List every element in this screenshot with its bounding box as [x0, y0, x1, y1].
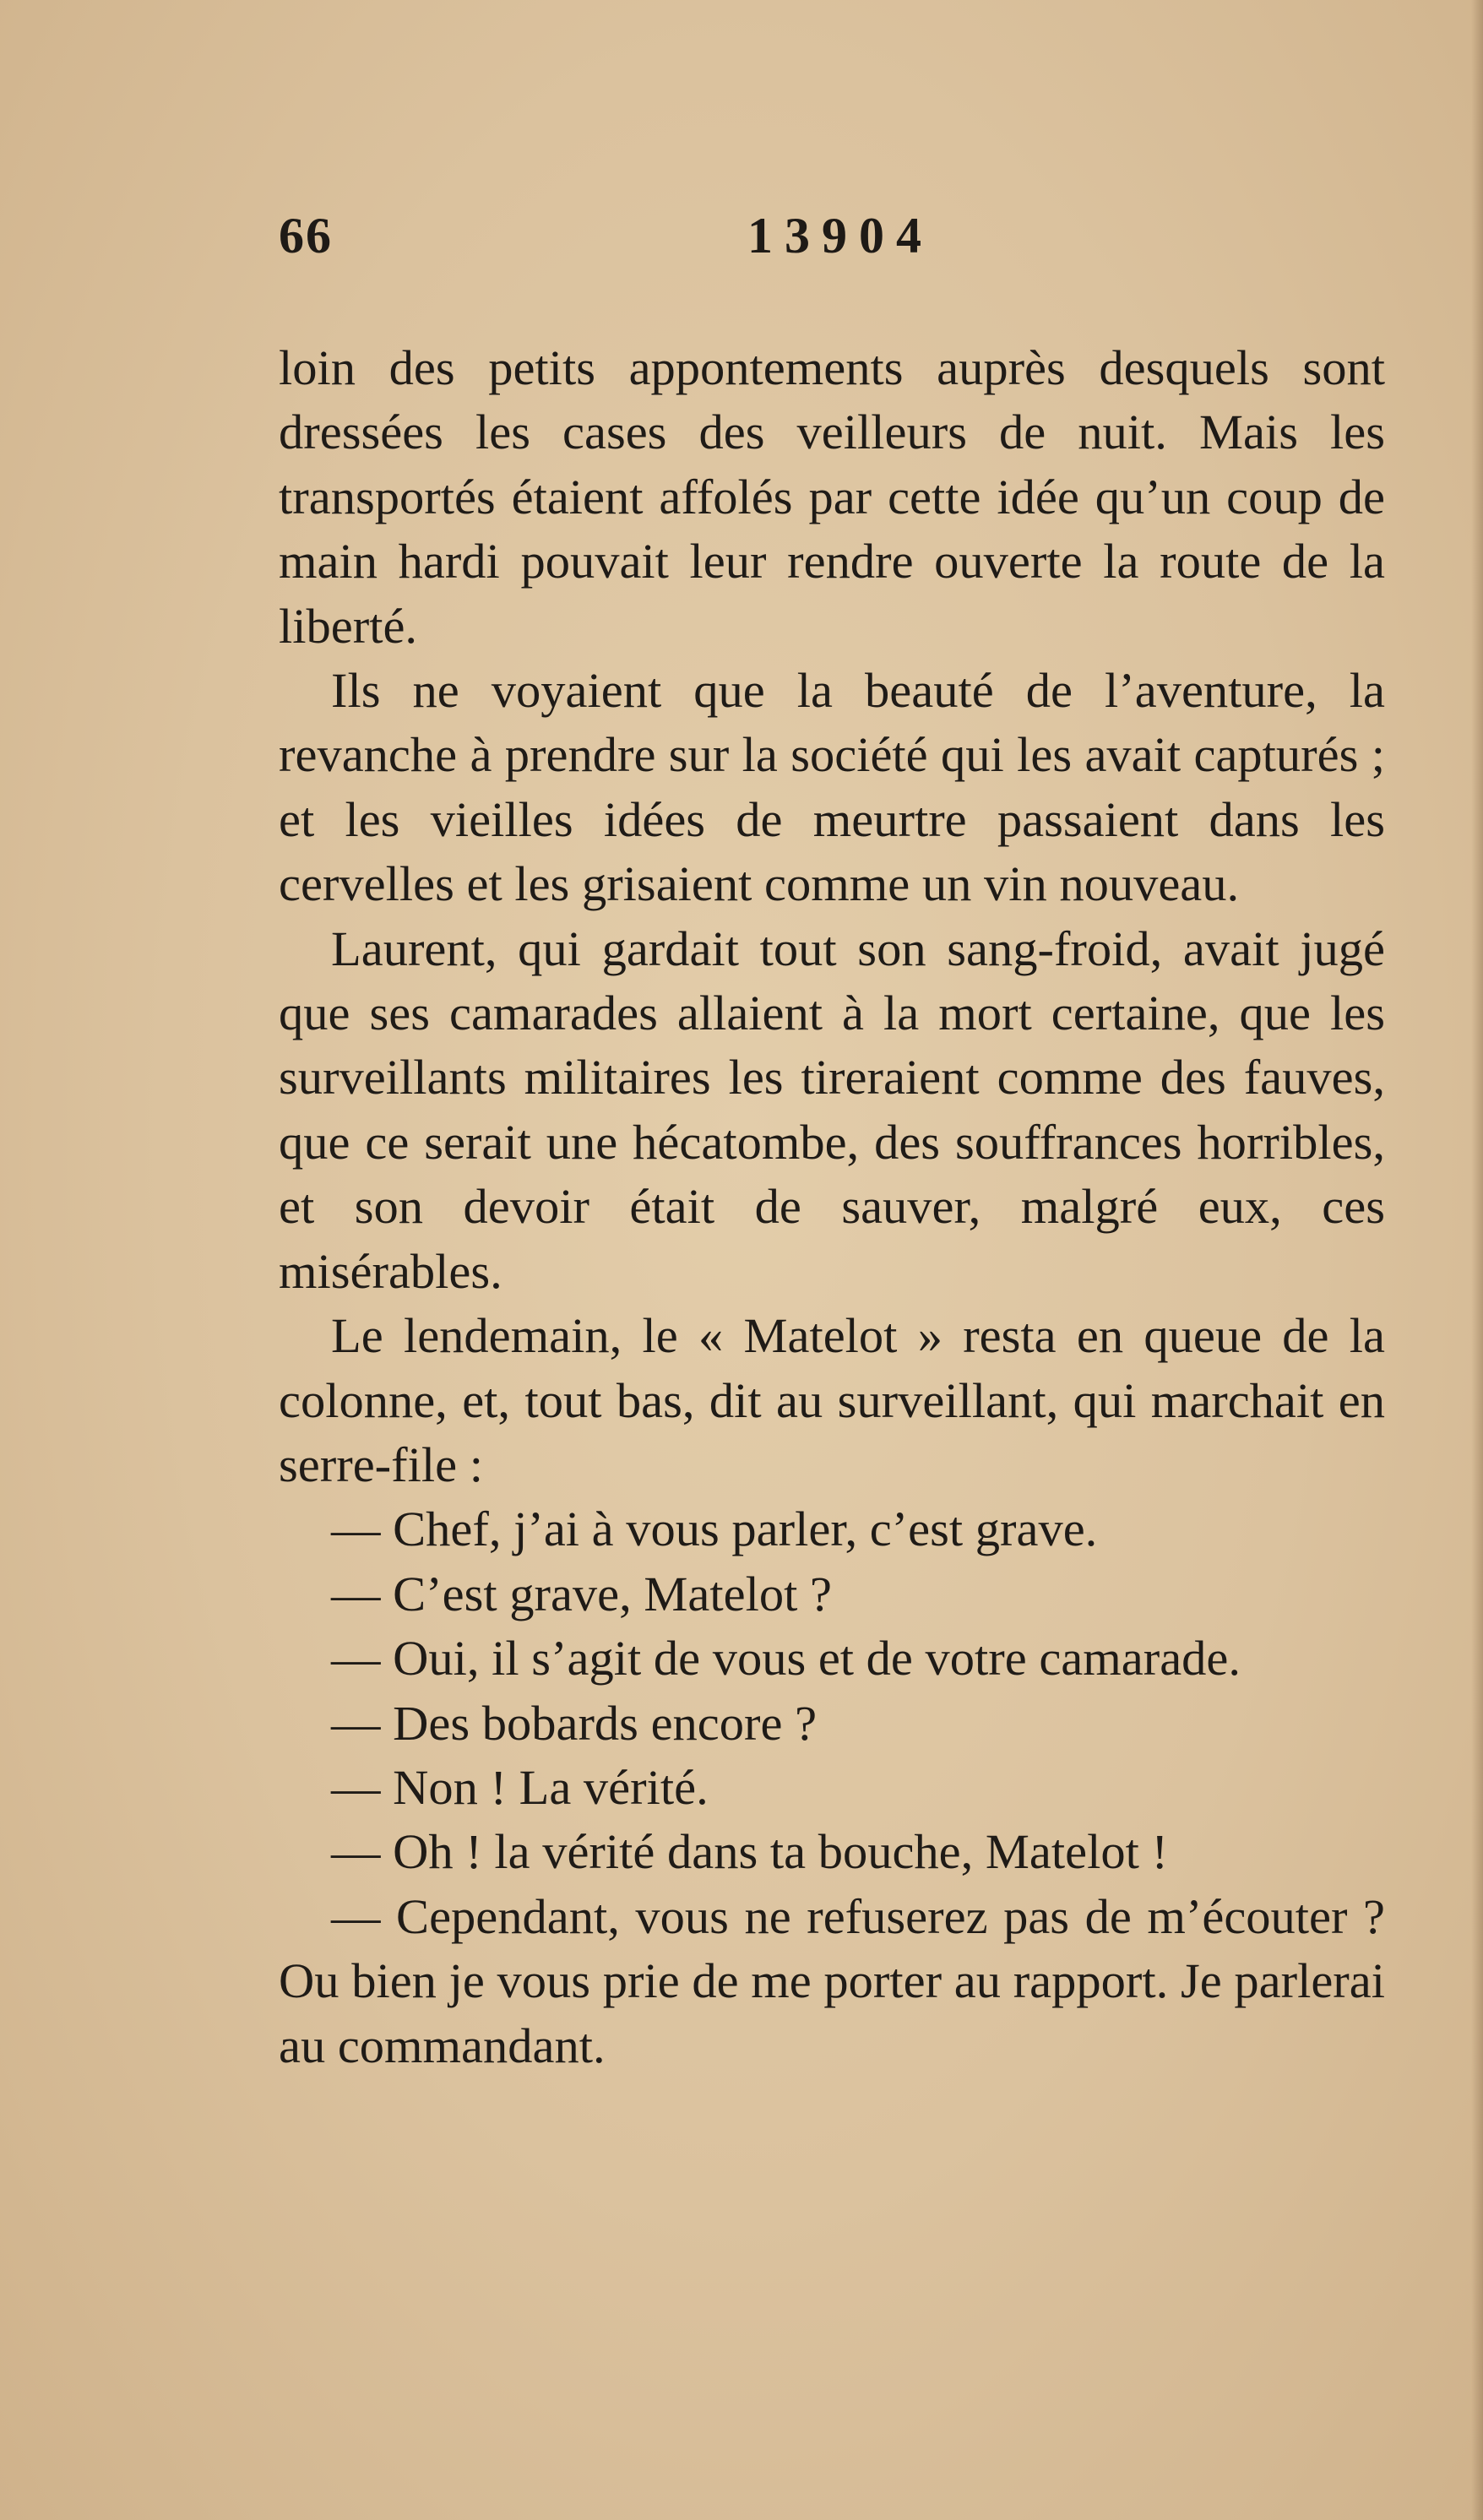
running-title: 13904 [747, 208, 933, 263]
page-header [279, 207, 1385, 274]
dialogue-line: — Non ! La vérité. [331, 1759, 709, 1815]
paragraph-continued: loin des petits appontements auprès desquels sont dressées les cases des veilleurs de nuit. Mais les transportés étaient affolés par cette idée qu’un coup de main hardi pouvait leur rendre ouverte la route de la liberté. [279, 340, 1385, 654]
body-text [279, 336, 1385, 2078]
dialogue-line: — C’est grave, Matelot ? [331, 1566, 832, 1621]
page-number: 66 [279, 208, 333, 263]
dialogue-line: — Oh ! la vérité dans ta bouche, Matelot ! [331, 1824, 1168, 1880]
paragraph: Laurent, qui gardait tout son sang-froid, avait jugé que ses camarades allaient à la mort certaine, que les surveillants militaires les tireraient comme des fauves, que ce serait une hécatombe, des souffrances horribles, et son devoir était de sauver, malgré eux, ces misérables. [279, 921, 1385, 1299]
dialogue-line: — Chef, j’ai à vous parler, c’est grave. [331, 1502, 1098, 1557]
page-edge-shadow [1471, 0, 1483, 2520]
dialogue-line: — Oui, il s’agit de vous et de votre camarade. [331, 1631, 1241, 1686]
dialogue-line: — Des bobards encore ? [331, 1695, 818, 1751]
dialogue-line: — Cependant, vous ne refuserez pas de m’écouter ? Ou bien je vous prie de me porter au rapport. Je parlerai au commandant. [279, 1888, 1385, 2073]
paragraph: Ils ne voyaient que la beauté de l’aventure, la revanche à prendre sur la société qui les avait capturés ; et les vieilles idées de meurtre passaient dans les cervelles et les grisaient comme un vin nouveau. [279, 663, 1385, 912]
paragraph: Le lendemain, le « Matelot » resta en queue de la colonne, et, tout bas, dit au surveillant, qui marchait en serre-file : [279, 1308, 1385, 1492]
